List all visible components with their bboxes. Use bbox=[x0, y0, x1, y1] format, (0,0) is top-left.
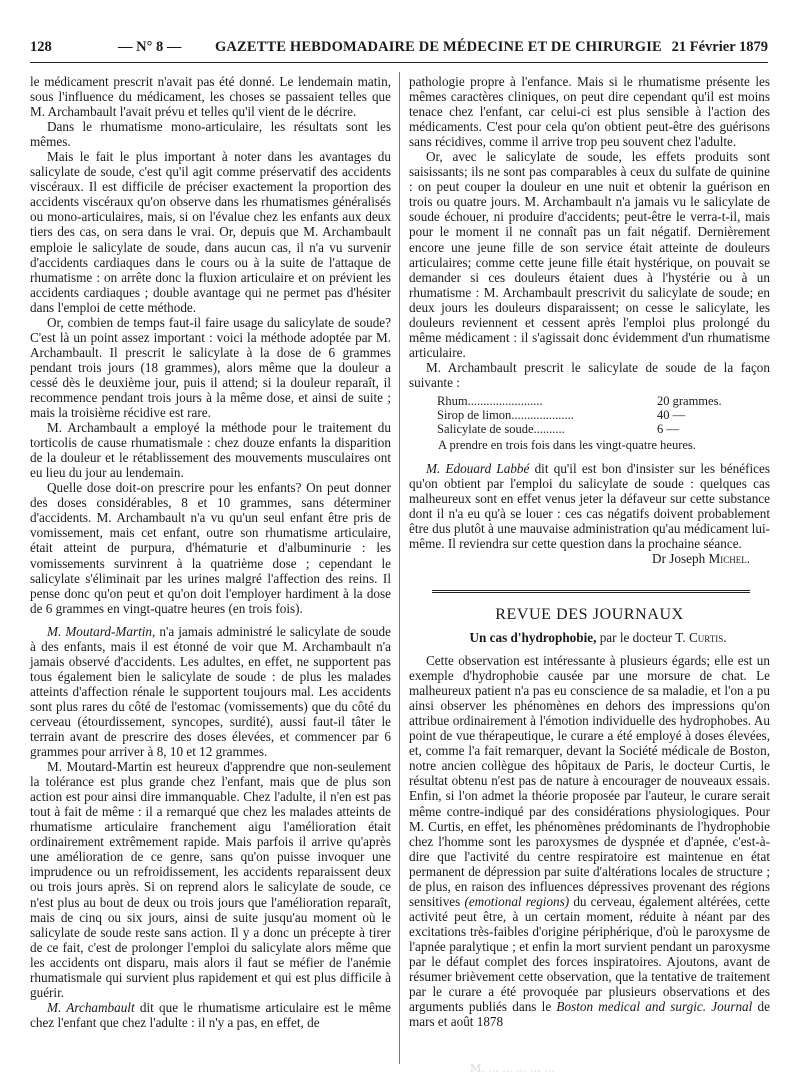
paragraph: pathologie propre à l'enfance. Mais si le rhumatisme présente les mêmes caractères cliniques, on peut dire cependant qu'il est moins tenace chez l'enfant, car celui-ci est plus sensible à l'action des médicaments. C'est pour cela qu'on obtient peut-être des guérisons sans récidives, comme il arrive trop peu souvent chez l'adulte. bbox=[409, 74, 770, 150]
issue-number: — N° 8 — bbox=[118, 39, 182, 55]
journal-title: GAZETTE HEBDOMADAIRE DE MÉDECINE ET DE CHIRURGIE bbox=[215, 39, 662, 55]
speaker-name: M. Archambault bbox=[47, 999, 135, 1015]
paragraph: le médicament prescrit n'avait pas été donné. Le lendemain matin, sous l'influence du médicament, les choses se passaient telles que M. Archambault l'avait prévu et telles qu'il vient de le décrire. bbox=[30, 74, 391, 120]
paragraph: M. Moutard-Martin est heureux d'apprendre que non-seulement la tolérance est plus grande chez l'enfant, mais que de plus son action est pour ainsi dire immanquable. Chez l'adulte, il n'en est pas tout à fait de même : il a remarqué que chez les malades atteints de rhumatisme articulaire franchement aigu l'amélioration était ordinairement extrêmement rapide. Mais parfois il arrive qu'après une amélioration de ce genre, sans qu'on puisse invoquer une imprudence ou un refroidissement, les accidents reparaissent deux ou trois jours après. Si on reprend alors le salicylate de soude, ce n'est plus au bout de deux ou trois jours que l'amélioration reparaît, mais de cinq ou six jours, ainsi de suite jusqu'au moment où le salicylate de soude reste sans action. Il y a donc un précepte à tirer de ce fait, c'est de prolonger l'emploi du salicylate alors même que les accidents ont disparu, mais alors il faut se méfier de l'anémie rhumatismale qui survient plus rapidement et qui est plus difficile à guérir. bbox=[30, 759, 391, 1000]
right-column-upper bbox=[409, 74, 770, 566]
speaker-name: M. Edouard Labbé bbox=[426, 460, 530, 476]
paragraph: M. Edouard Labbé dit qu'il est bon d'insister sur les bénéfices qu'on obtient par l'emploi du salicylate de soude : quelques cas malheureux sont en effet venus jeter la défaveur sur cette substance dont il n'a eu qu'à se louer : ces cas négatifs doivent probablement être dus plutôt à une mauvaise administration qu'au médicament lui-même. Il reviendra sur cette question dans la prochaine séance. bbox=[409, 460, 770, 552]
bleed-through-text: M. ... ... ... ... ... bbox=[470, 1062, 555, 1075]
paragraph: M. Archambault dit que le rhumatisme articulaire est le même chez l'enfant que chez l'adulte : il n'y a pas, en effet, de bbox=[30, 999, 391, 1030]
running-header bbox=[30, 38, 768, 56]
header-rule bbox=[30, 62, 768, 63]
paragraph: Or, combien de temps faut-il faire usage du salicylate de soude? C'est là un point assez important : voici la méthode adoptée par M. Archambault. Il prescrit le salicylate à la dose de 6 grammes pendant trois jours (18 grammes), alors même que la douleur a cessé dès le deuxième jour, puis il attend; si la douleur reparaît, il recommence pendant trois jours à la même dose, et ainsi de suite ; mais la troisième récidive est rare. bbox=[30, 314, 391, 421]
speaker-name: M. Moutard-Martin bbox=[47, 623, 153, 639]
prescription-note: A prendre en trois fois dans les vingt-quatre heures. bbox=[438, 437, 696, 452]
signature: Dr Joseph Michel. bbox=[652, 551, 750, 567]
prescription-row: Salicylate de soude .......... 6 — bbox=[437, 421, 679, 436]
paragraph: M. Moutard-Martin, n'a jamais administré le salicylate de soude à des enfants, mais il est étonné de voir que M. Archambault n'a jamais observé d'accidents. Les adultes, en effet, ne supportent pas tous également bien le salicylate de soude : de plus les malades atteints d'affection rénale le supportent toujours mal. Les accidents sont plus rares du côté de l'estomac (vomissements) que du côté du cerveau (étourdissement, syncopes, surdité), aussi faut-il tâter le terrain avant de prescrire des doses élevées, et commencer par 6 grammes pour arriver à 8, 10 et 12 grammes. bbox=[30, 623, 391, 760]
right-column-lower bbox=[409, 625, 770, 1029]
paragraph: Cette observation est intéressante à plusieurs égards; elle est un exemple d'hydrophobie causée par une morsure de chat. Le malheureux patient n'a pas eu conscience de sa maladie, et l'on a pu ainsi observer les phénomènes en dehors des impressions qu'on attribue ordinairement à l'émotion individuelle des hydrophobes. Au point de vue thérapeutique, le curare a été employé à doses élevées, et, comme l'a fait remarquer, devant la Société médicale de Boston, notre ancien collègue des hôpitaux de Paris, le docteur Curtis, le résultat obtenu n'est pas de nature à encourager de nouveaux essais. Enfin, si l'on admet la théorie proposée par l'auteur, le curare serait même contre-indiqué par des considérations physiologiques. Pour M. Curtis, en effet, les phénomènes prédominants de l'hydrophobie chez l'homme sont les paroxysmes de dyspnée et d'apnée, c'est-à-dire que l'activité du centre respiratoire est maintenue en état permanent de dépression par suite d'altérations locales de structure ; de plus, en raison des influences dépressives provenant des régions sensitives (emotional regions) du cerveau, également altérées, cette activité peut être, à un certain moment, réduite à néant par des excitations très-faibles d'origine périphérique, d'où le paroxysme de l'apnée paralytique ; et enfin la mort survient pendant un paroxysme par le défaut complet des forces inspiratoires. Ajoutons, avant de résumer brièvement cette observation, que la tentative de traitement par le curare a été provoquée par plusieurs observations et des arguments publiés dans le Boston medical and surgic. Journal de mars et août 1878 bbox=[409, 653, 770, 1030]
article-title: Un cas d'hydrophobie, par le docteur T. Curtis. bbox=[469, 630, 727, 645]
page-number: 128 bbox=[30, 39, 52, 55]
section-title: REVUE DES JOURNAUX bbox=[495, 606, 684, 623]
prescription-row: Sirop de limon .................... 40 — bbox=[437, 407, 686, 422]
left-column bbox=[30, 74, 391, 1030]
paragraph: Quelle dose doit-on prescrire pour les enfants? On peut donner des doses considérables, 8 et 10 grammes, sans déterminer d'accidents. M. Archambault n'a vu qu'un seul enfant être pris de vomissement, mais cet enfant, outre son rhumatisme articulaire, était atteint de purpura, d'hématurie et d'albuminurie : les vomissements survinrent à la quatrième dose ; cependant le salicylate s'éliminait par les urines malgré l'affection des reins. Il pense donc qu'on peut et qu'on doit l'employer hardiment à la dose de 6 grammes en vingt-quatre heures (en trois fois). bbox=[30, 480, 391, 616]
paragraph: Mais le fait le plus important à noter dans les avantages du salicylate de soude, c'est qu'il agit comme préservatif des accidents viscéraux. Il est difficile de préciser exactement la proportion des accidents viscéraux qu'on observe dans les rhumatismes généralisés ou mono-articulaires, mais, si on l'évalue chez les enfants aux deux tiers des cas, on sera dans le vrai. Or, depuis que M. Archambault emploie le salicylate de soude, dans aucun cas, il n'a vu survenir d'accidents cardiaques dans le cours ou à la suite de l'attaque de rhumatisme : on arrête donc la fluxion articulaire et on prévient les accidents cardiaques ; double avantage qui ne permet pas d'hésiter dans l'emploi de cette méthode. bbox=[30, 149, 391, 315]
paragraph: Dans le rhumatisme mono-articulaire, les résultats sont les mêmes. bbox=[30, 119, 391, 150]
paragraph: M. Archambault a employé la méthode pour le traitement du torticolis de cause rhumatismale : chez douze enfants la disparition de la douleur et le rétablissement des mouvements musculaires ont eu lieu du jour au lendemain. bbox=[30, 420, 391, 481]
column-divider bbox=[399, 72, 400, 1064]
prescription-row: Rhum ........................ 20 grammes. bbox=[437, 393, 722, 408]
paragraph: M. Archambault prescrit le salicylate de soude de la façon suivante : bbox=[409, 359, 770, 390]
issue-date: 21 Février 1879 bbox=[671, 39, 768, 55]
prescription bbox=[437, 394, 737, 436]
section-separator bbox=[432, 590, 750, 593]
paragraph: Or, avec le salicylate de soude, les effets produits sont saisissants; ils ne sont pas comparables à ceux du sulfate de quinine : on peut couper la douleur en une nuit et obtenir la guérison en trois ou quatre jours. M. Archambault n'a jamais vu le salicylate de soude échouer, ni produire d'accidents; peut-être le verra-t-il, mais pour le moment il ne connaît pas un fait négatif. Dernièrement encore une jeune fille de son service était atteinte de douleurs articulaires; comme cette jeune fille était hystérique, on pouvait se demander si ces douleurs étaient dues à l'hystérie ou à un rhumatisme : M. Archambault prescrivit du salicylate de soude; en deux jours les douleurs disparaissent; on cesse le salicylate, les douleurs reviennent et cessent après l'emploi plus prolongé du même médicament : il s'agissait donc évidemment d'un rhumatisme articulaire. bbox=[409, 149, 770, 360]
